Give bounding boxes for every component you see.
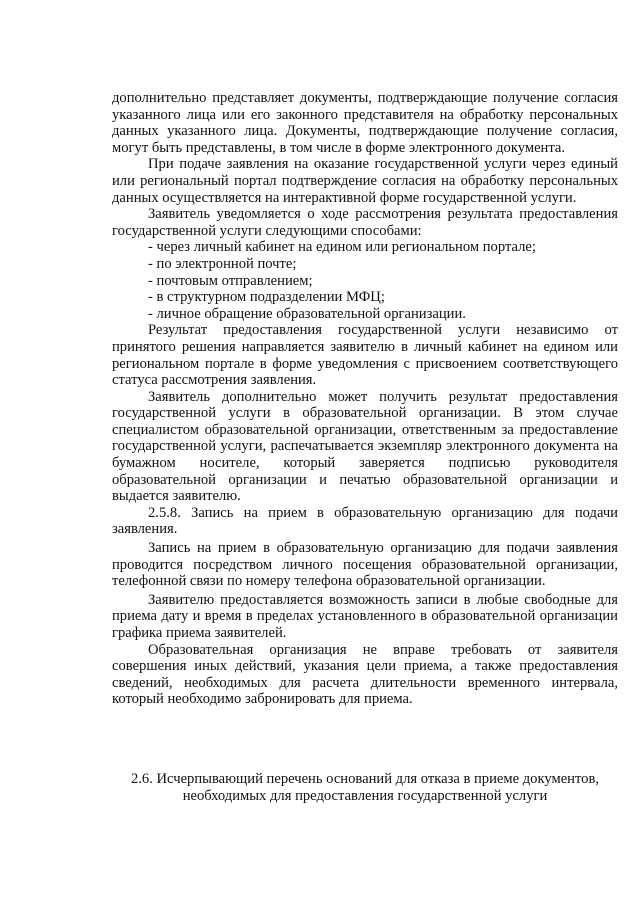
paragraph-portal-consent: При подаче заявления на оказание государственной услуги через единый или региональный портал подтверждение согласия на обработку персональных данных осуществляется на интерактивной форме государственной услуги.: [112, 156, 618, 206]
paragraph-appointment-method: Запись на прием в образовательную организацию для подачи заявления проводится посредством личного посещения образовательной организации, телефонной связи по номеру телефона образовательной организации.: [112, 540, 618, 590]
section-heading-2-6: [112, 771, 618, 805]
list-item: - личное обращение образовательной организации.: [148, 305, 466, 322]
paragraph-section-2-5-8: 2.5.8. Запись на прием в образовательную организацию для подачи заявления.: [112, 504, 618, 538]
paragraph-result-delivery: Результат предоставления государственной услуги независимо от принятого решения направляется заявителю в личный кабинет на едином или региональном портале в форме уведомления с присвоением соответствующего статуса рассмотрения заявления.: [112, 322, 618, 389]
paragraph-appointment-slots: Заявителю предоставляется возможность записи в любые свободные для приема дату и время в пределах установленного в образовательной организации графика приема заявителей.: [112, 591, 618, 641]
paragraph-consent-documents: дополнительно представляет документы, подтверждающие получение согласия указанного лица или его законного представителя на обработку персональных данных указанного лица. Документы, подтверждающие получение согласия, могут быть представлены, в том числе в форме электронного документа.: [112, 90, 618, 156]
section-heading-line-1: 2.6. Исчерпывающий перечень оснований для отказа в приеме документов,: [130, 771, 600, 787]
list-item: - через личный кабинет на едином или региональном портале;: [148, 239, 536, 256]
list-item: - в структурном подразделении МФЦ;: [148, 289, 385, 306]
paragraph-organization-restrictions: Образовательная организация не вправе требовать от заявителя совершения иных действий, указания цели приема, а также предоставления сведений, необходимых для расчета длительности временного интервала, который необходимо забронировать для приема.: [112, 641, 618, 708]
list-item: - по электронной почте;: [148, 255, 297, 272]
paragraph-notification-intro: Заявитель уведомляется о ходе рассмотрения результата предоставления государственной услуги следующими способами:: [112, 206, 618, 239]
notification-methods-list: [112, 239, 618, 322]
list-item: - почтовым отправлением;: [148, 272, 313, 289]
section-heading-line-2: необходимых для предоставления государственной услуги: [182, 788, 548, 804]
paragraph-result-in-organization: Заявитель дополнительно может получить результат предоставления государственной услуги в образовательной организации. В этом случае специалистом образовательной организации, ответственным за предоставление государственной услуги, распечатывается экземпляр электронного документа на бумажном носителе, который заверяется подписью руководителя образовательной организации и печатью образовательной организации и выдается заявителю.: [112, 388, 618, 505]
document-body: [112, 90, 618, 708]
